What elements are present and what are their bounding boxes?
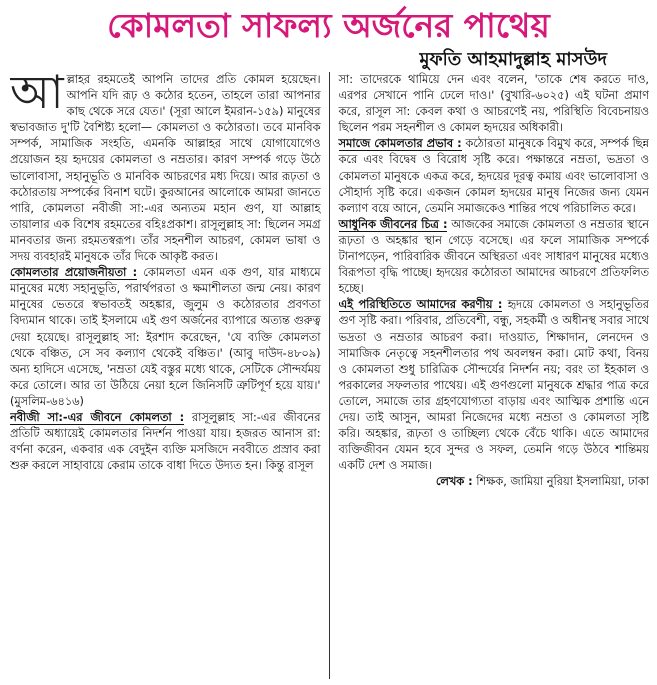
continuation-paragraph: সা: তাদেরকে থামিয়ে দেন এবং বলেন, 'তাকে শেষ করতে দাও, এরপর সেখানে পানি ঢেলে দাও।' (বুখারি-৬০২৫) এই ঘটনা প্রমাণ করে, রাসূল সা: কেবল কথা ও আচরণেই নয়, পরিস্থিতি বিবেচনায়ও ছিলেন পরম সহনশীল ও কোমল হৃদয়ের অধিকারী। [338,73,649,135]
section-heading-necessity: কোমলতার প্রয়োজনীয়তা : [10,266,138,280]
left-column [10,72,330,679]
article-body [10,72,649,679]
section-text-society: কঠোরতা মানুষকে বিমুখ করে, সম্পর্ক ছিন্ন করে এবং বিদ্বেষ ও বিরোধ সৃষ্টি করে। পক্ষান্তরে নম্রতা, ভদ্রতা ও কোমলতা মানুষকে একত্র করে, হৃদয়ের দূরত্ব কমায় এবং ভালোবাসা ও সৌহার্দ্য সৃষ্টি করে। একজন কোমল হৃদয়ের মানুষ নিজের জন্য যেমন কল্যাণ বয়ে আনে, তেমনি সমাজকেও শান্তির পথে পরিচালিত করে। [338,137,649,215]
section-heading-our-duty: এই পরিস্থিতিতে আমাদের করণীয় : [338,298,503,312]
section-heading-society: সমাজে কোমলতার প্রভাব : [338,137,462,151]
drop-cap: আ [10,72,64,119]
section-text-necessity: কোমলতা এমন এক গুণ, যার মাধ্যমে মানুষের মধ্যে সহানুভূতি, পরার্থপরতা ও ক্ষমাশীলতা জন্ম নেয়। কারণ মানুষের ভেতরে স্বভাবতই অহঙ্কার, জুলুম ও কঠোরতার প্রবণতা বিদ্যমান থাকে। তাই ইসলামে এই গুণ অর্জনের ব্যাপারে অত্যন্ত গুরুত্ব দেয়া হয়েছে। রাসূলুল্লাহ সা: ইরশাদ করেছেন, 'যে ব্যক্তি কোমলতা থেকে বঞ্চিত, সে সব কল্যাণ থেকেই বঞ্চিত।' (আবু দাউদ-৪৮০৯) অন্য হাদিসে এসেছে, 'নম্রতা যেই বস্তুর মধ্যে থাকে, সেটিকে সৌন্দর্যময় করে তোলে। আর তা উঠিয়ে নেয়া হলে জিনিসটি ত্রুটিপূর্ণ হয়ে যায়।' (মুসলিম-৬৪১৬) [10,266,321,408]
section-necessity [10,265,321,410]
section-text-prophet-life: রাসূলুল্লাহ সা:-এর জীবনের প্রতিটি অধ্যায়েই কোমলতার নিদর্শন পাওয়া যায়। হজরত আনাস রা: বর্ণনা করেন, একবার এক বেদুইন ব্যক্তি মসজিদে নববীতে প্রস্রাব করা শুরু করলে সাহাবায়ে কেরাম তাকে বাধা দিতে উদ্যত হন। কিন্তু রাসূল [10,410,321,473]
intro-paragraph [10,72,321,265]
author-footer [339,474,650,490]
section-heading-prophet-life: নবীজী সা:-এর জীবনে কোমলতা : [10,410,185,424]
right-column [330,72,650,679]
section-modern-life [339,217,650,297]
section-heading-modern-life: আধুনিক জীবনের চিত্র : [338,217,448,231]
section-text-our-duty: হৃদয়ে কোমলতা ও সহানুভূতির গুণ সৃষ্টি করা। পরিবার, প্রতিবেশী, বন্ধু, সহকর্মী ও অধীনস্থ সবার সাথে ভদ্রতা ও নম্রতার আচরণ করা। দাওয়াত, শিক্ষাদান, লেনদেন ও সামাজিক নেতৃত্বে সহনশীলতার পথ অবলম্বন করা। মোট কথা, বিনয় ও কোমলতা শুধু চারিত্রিক সৌন্দর্যের নিদর্শন নয়; বরং তা ইহকাল ও পরকালের সফলতার পাথেয়। এই গুণগুলো মানুষকে শ্রদ্ধার পাত্র করে তোলে, সমাজে তার গ্রহণযোগ্যতা বাড়ায় এবং আত্মিক প্রশান্তি এনে দেয়। তাই আসুন, আমরা নিজেদের মধ্যে নম্রতা ও কোমলতা সৃষ্টি করি। অহঙ্কার, রূঢ়তা ও তাচ্ছিল্য থেকে বেঁচে থাকি। এতে আমাদের ব্যক্তিজীবন যেমন হবে সুন্দর ও সফল, তেমনি গড়ে উঠবে শান্তিময় একটি দেশ ও সমাজ। [338,298,649,473]
intro-text: ল্লাহর রহমতেই আপনি তাদের প্রতি কোমল হয়েছেন। আপনি যদি রূঢ় ও কঠোর হতেন, তাহলে তারা আপনার কাছ থেকে সরে যেত।' (সূরা আলে ইমরান-১৫৯) মানুষের স্বভাবজাত দু'টি বৈশিষ্ট্য হলো— কোমলতা ও কঠোরতা। তবে মানবিক সম্পর্ক, সামাজিক সংহতি, এমনকি আল্লাহর সাথে যোগাযোগেও প্রয়োজন হয় হৃদয়ের কোমলতা ও নম্রতার। কারণ সম্পর্ক গড়ে উঠে ভালোবাসা, সহানুভূতি ও মানবিক আচরণের মধ্য দিয়ে। আর রূঢ়তা ও কঠোরতায় সম্পর্কের বিনাশ ঘটে। কুরআনের আলোকে আমরা জানতে পারি, কোমলতা নবীজী সা:-এর অন্যতম মহান গুণ, যা আল্লাহ তায়ালার এক বিশেষ রহমতের বহিঃপ্রকাশ। রাসূলুল্লাহ সা: ছিলেন সমগ্র মানবতার জন্য রহমতস্বরূপ। তাঁর সহনশীল আচরণ, কোমল ভাষা ও সদয় ব্যবহারই মানুষকে তাঁর দিকে আকৃষ্ট করত। [10,73,321,264]
section-prophet-life [10,410,321,474]
author-footer-text: শিক্ষক, জামিয়া নুরিয়া ইসলামিয়া, ঢাকা [472,475,649,489]
article-author: মুফতি আহমাদুল্লাহ মাসউদ [419,49,607,70]
article-title: কোমলতা সাফল্য অর্জনের পাথেয় [107,6,550,45]
section-our-duty [339,297,650,474]
author-footer-label: লেখক : [435,475,473,489]
section-text-modern-life: আজকের সমাজে কোমলতা ও নম্রতার স্থানে রূঢ়তা ও অহঙ্কার স্থান গেড়ে বসেছে। এর ফলে সামাজিক সম্পর্কে টানাপড়েন, পারিবারিক জীবনে অস্থিরতা এবং সাধারণ মানুষের মধ্যেও বিরূপতা বৃদ্ধি পাচ্ছে। হৃদয়ের কঠোরতা আমাদের আচরণে প্রতিফলিত হচ্ছে। [338,217,649,296]
section-society [339,136,650,216]
